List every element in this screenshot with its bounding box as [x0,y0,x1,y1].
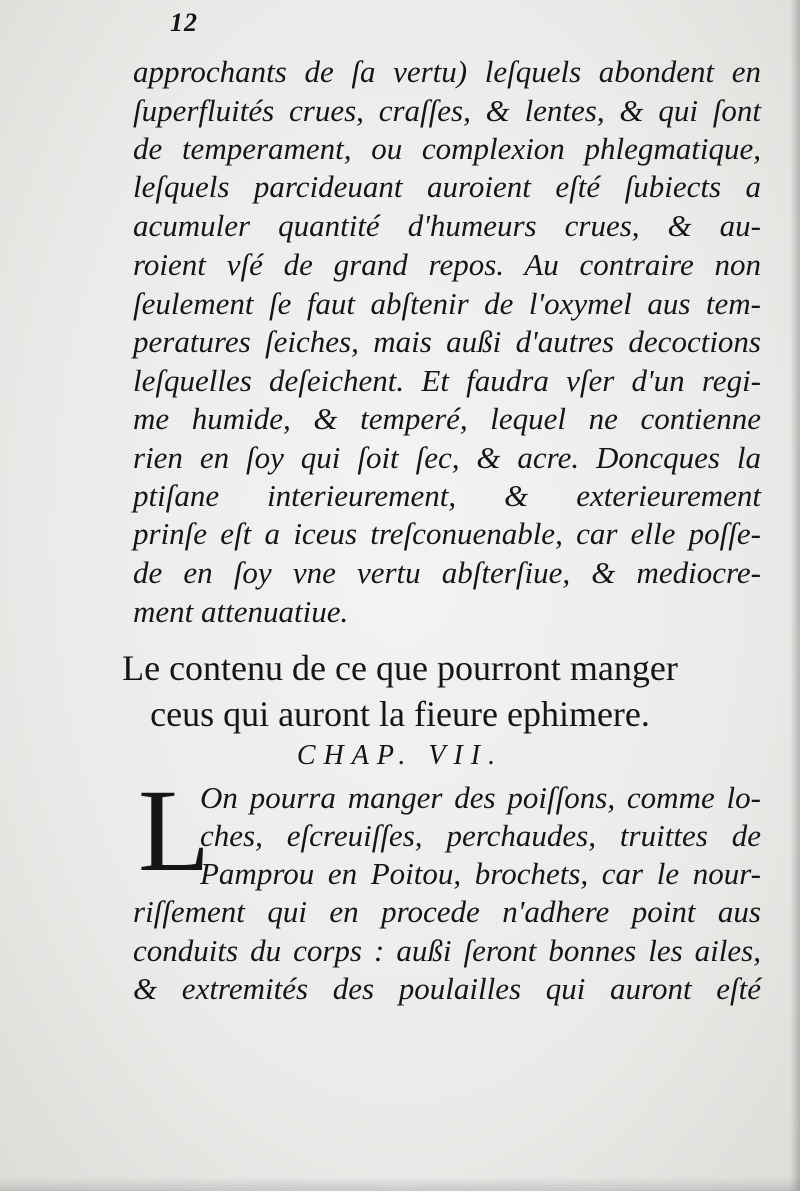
text-line: acumuler quantité d'humeurs crues, & au- [133,208,761,243]
page-number: 12 [170,8,198,37]
text-line: me humide, & temperé, lequel ne contienne [133,401,761,436]
text-line: ment attenuatiue. [133,594,349,629]
text-line: rien en ſoy qui ſoit ſec, & acre. Doncques la [133,440,761,475]
text-line: prinſe eſt a iceus treſconuenable, car elle poſſe- [133,516,761,551]
text-line: Pamprou en Poitou, brochets, car le nour- [200,856,761,891]
chapter-heading-line: ceus qui auront la fieure ephimere. [150,694,650,734]
text-line: & extremités des poulailles qui auront eſté [133,971,761,1006]
text-line: ſuperfluités crues, craſſes, & lentes, & qui ſont [133,93,761,128]
text-line: approchants de ſa vertu) leſquels abondent en [133,54,761,89]
text-line: riſſement qui en procede n'adhere point aus [133,894,761,929]
text-line: de temperament, ou complexion phlegmatique, [133,131,761,166]
page-edge-shadow [790,0,800,1191]
text-line: leſquels parcideuant auroient eſté ſubiects a [133,169,761,204]
text-line: leſquelles deſeichent. Et faudra vſer d'un regi- [133,363,761,398]
drop-cap: L [138,765,211,896]
chapter-label: CHAP. VII. [296,740,504,771]
text-line: roient vſé de grand repos. Au contraire non [133,247,761,282]
text-line: ches, eſcreuiſſes, perchaudes, truittes de [200,818,761,853]
text-line: conduits du corps : außi ſeront bonnes les ailes, [133,933,761,968]
text-line: On pourra manger des poiſſons, comme lo- [200,780,761,815]
chapter-heading-line: Le contenu de ce que pourront manger [122,648,678,688]
text-line: ptiſane interieurement, & exterieurement [133,478,761,513]
text-line: ſeulement ſe faut abſtenir de l'oxymel aus tem- [133,286,761,321]
text-line: peratures ſeiches, mais außi d'autres decoctions [133,324,761,359]
page-bottom-shadow [0,1177,800,1191]
text-line: de en ſoy vne vertu abſterſiue, & mediocre- [133,555,761,590]
